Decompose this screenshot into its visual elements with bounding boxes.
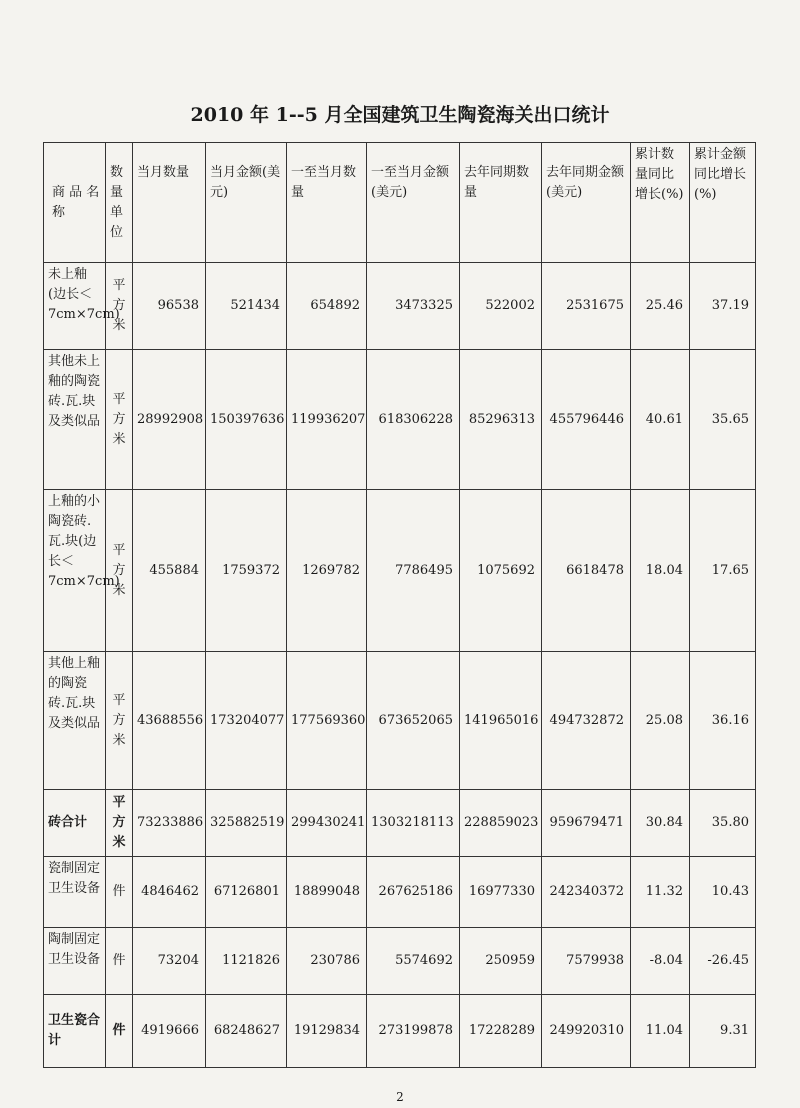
cell-month-qty: 73233886 bbox=[133, 790, 206, 857]
row-name: 瓷制固定卫生设备 bbox=[44, 857, 106, 928]
cell-qty-growth: 11.32 bbox=[631, 857, 690, 928]
cell-ytd-qty: 654892 bbox=[287, 263, 367, 350]
cell-ytd-amount: 267625186 bbox=[367, 857, 460, 928]
cell-last-amount: 2531675 bbox=[542, 263, 631, 350]
cell-qty-growth: 25.46 bbox=[631, 263, 690, 350]
cell-month-amount: 67126801 bbox=[206, 857, 287, 928]
table-row bbox=[44, 790, 756, 857]
header-last-qty: 去年同期数量 bbox=[460, 143, 542, 263]
cell-ytd-amount: 673652065 bbox=[367, 652, 460, 790]
cell-month-qty: 4919666 bbox=[133, 995, 206, 1068]
cell-last-qty: 1075692 bbox=[460, 490, 542, 652]
table-row bbox=[44, 652, 756, 790]
cell-amount-growth: 36.16 bbox=[690, 652, 756, 790]
cell-last-amount: 959679471 bbox=[542, 790, 631, 857]
row-name: 其他上釉的陶瓷砖.瓦.块及类似品 bbox=[44, 652, 106, 790]
header-ytd-amount: 一至当月金额(美元) bbox=[367, 143, 460, 263]
cell-last-qty: 17228289 bbox=[460, 995, 542, 1068]
cell-month-amount: 325882519 bbox=[206, 790, 287, 857]
row-unit: 件 bbox=[106, 928, 133, 995]
cell-ytd-amount: 273199878 bbox=[367, 995, 460, 1068]
cell-qty-growth: -8.04 bbox=[631, 928, 690, 995]
cell-month-qty: 4846462 bbox=[133, 857, 206, 928]
cell-ytd-amount: 618306228 bbox=[367, 350, 460, 490]
cell-month-qty: 28992908 bbox=[133, 350, 206, 490]
header-name: 商 品 名 称 bbox=[44, 143, 106, 263]
cell-ytd-qty: 19129834 bbox=[287, 995, 367, 1068]
cell-ytd-qty: 230786 bbox=[287, 928, 367, 995]
cell-month-amount: 173204077 bbox=[206, 652, 287, 790]
cell-qty-growth: 25.08 bbox=[631, 652, 690, 790]
cell-last-qty: 141965016 bbox=[460, 652, 542, 790]
cell-month-amount: 1759372 bbox=[206, 490, 287, 652]
cell-last-qty: 250959 bbox=[460, 928, 542, 995]
header-unit: 数量单位 bbox=[106, 143, 133, 263]
header-month-amount: 当月金额(美元) bbox=[206, 143, 287, 263]
cell-month-qty: 96538 bbox=[133, 263, 206, 350]
cell-last-qty: 228859023 bbox=[460, 790, 542, 857]
cell-last-amount: 249920310 bbox=[542, 995, 631, 1068]
cell-amount-growth: 10.43 bbox=[690, 857, 756, 928]
cell-month-amount: 1121826 bbox=[206, 928, 287, 995]
header-month-qty: 当月数量 bbox=[133, 143, 206, 263]
cell-last-amount: 455796446 bbox=[542, 350, 631, 490]
header-qty-growth: 累计数量同比增长(%) bbox=[631, 143, 690, 263]
cell-month-qty: 455884 bbox=[133, 490, 206, 652]
row-name: 陶制固定卫生设备 bbox=[44, 928, 106, 995]
header-amount-growth: 累计金额同比增长(%) bbox=[690, 143, 756, 263]
header-row bbox=[44, 143, 756, 263]
cell-last-amount: 242340372 bbox=[542, 857, 631, 928]
cell-ytd-qty: 119936207 bbox=[287, 350, 367, 490]
cell-last-qty: 85296313 bbox=[460, 350, 542, 490]
row-unit: 平方米 bbox=[106, 490, 133, 652]
row-name: 其他未上釉的陶瓷砖.瓦.块及类似品 bbox=[44, 350, 106, 490]
row-name: 未上釉(边长＜7cm×7cm) bbox=[44, 263, 106, 350]
cell-last-amount: 494732872 bbox=[542, 652, 631, 790]
cell-last-qty: 522002 bbox=[460, 263, 542, 350]
cell-amount-growth: -26.45 bbox=[690, 928, 756, 995]
table-row bbox=[44, 857, 756, 928]
row-unit: 平方米 bbox=[106, 263, 133, 350]
cell-month-amount: 150397636 bbox=[206, 350, 287, 490]
row-name: 卫生瓷合计 bbox=[44, 995, 106, 1068]
cell-qty-growth: 40.61 bbox=[631, 350, 690, 490]
cell-amount-growth: 37.19 bbox=[690, 263, 756, 350]
cell-ytd-amount: 5574692 bbox=[367, 928, 460, 995]
cell-ytd-amount: 7786495 bbox=[367, 490, 460, 652]
cell-amount-growth: 35.65 bbox=[690, 350, 756, 490]
table-row bbox=[44, 263, 756, 350]
cell-month-amount: 521434 bbox=[206, 263, 287, 350]
table-row bbox=[44, 995, 756, 1068]
cell-ytd-amount: 1303218113 bbox=[367, 790, 460, 857]
cell-month-qty: 43688556 bbox=[133, 652, 206, 790]
row-unit: 件 bbox=[106, 857, 133, 928]
export-stats-table bbox=[43, 142, 756, 1068]
table-row bbox=[44, 928, 756, 995]
cell-month-qty: 73204 bbox=[133, 928, 206, 995]
cell-amount-growth: 35.80 bbox=[690, 790, 756, 857]
row-name: 上釉的小陶瓷砖.瓦.块(边长＜7cm×7cm) bbox=[44, 490, 106, 652]
page-number: 2 bbox=[396, 1090, 404, 1104]
row-unit: 平方米 bbox=[106, 790, 133, 857]
table-row bbox=[44, 350, 756, 490]
row-unit: 平方米 bbox=[106, 652, 133, 790]
cell-qty-growth: 11.04 bbox=[631, 995, 690, 1068]
cell-month-amount: 68248627 bbox=[206, 995, 287, 1068]
row-name: 砖合计 bbox=[44, 790, 106, 857]
cell-ytd-qty: 177569360 bbox=[287, 652, 367, 790]
cell-qty-growth: 18.04 bbox=[631, 490, 690, 652]
cell-qty-growth: 30.84 bbox=[631, 790, 690, 857]
cell-amount-growth: 9.31 bbox=[690, 995, 756, 1068]
cell-ytd-qty: 1269782 bbox=[287, 490, 367, 652]
page-title: 2010 年 1--5 月全国建筑卫生陶瓷海关出口统计 bbox=[190, 104, 610, 126]
cell-ytd-amount: 3473325 bbox=[367, 263, 460, 350]
cell-last-qty: 16977330 bbox=[460, 857, 542, 928]
table-row bbox=[44, 490, 756, 652]
cell-last-amount: 6618478 bbox=[542, 490, 631, 652]
header-ytd-qty: 一至当月数量 bbox=[287, 143, 367, 263]
row-unit: 件 bbox=[106, 995, 133, 1068]
cell-ytd-qty: 299430241 bbox=[287, 790, 367, 857]
row-unit: 平方米 bbox=[106, 350, 133, 490]
cell-ytd-qty: 18899048 bbox=[287, 857, 367, 928]
cell-last-amount: 7579938 bbox=[542, 928, 631, 995]
header-last-amount: 去年同期金额(美元) bbox=[542, 143, 631, 263]
cell-amount-growth: 17.65 bbox=[690, 490, 756, 652]
